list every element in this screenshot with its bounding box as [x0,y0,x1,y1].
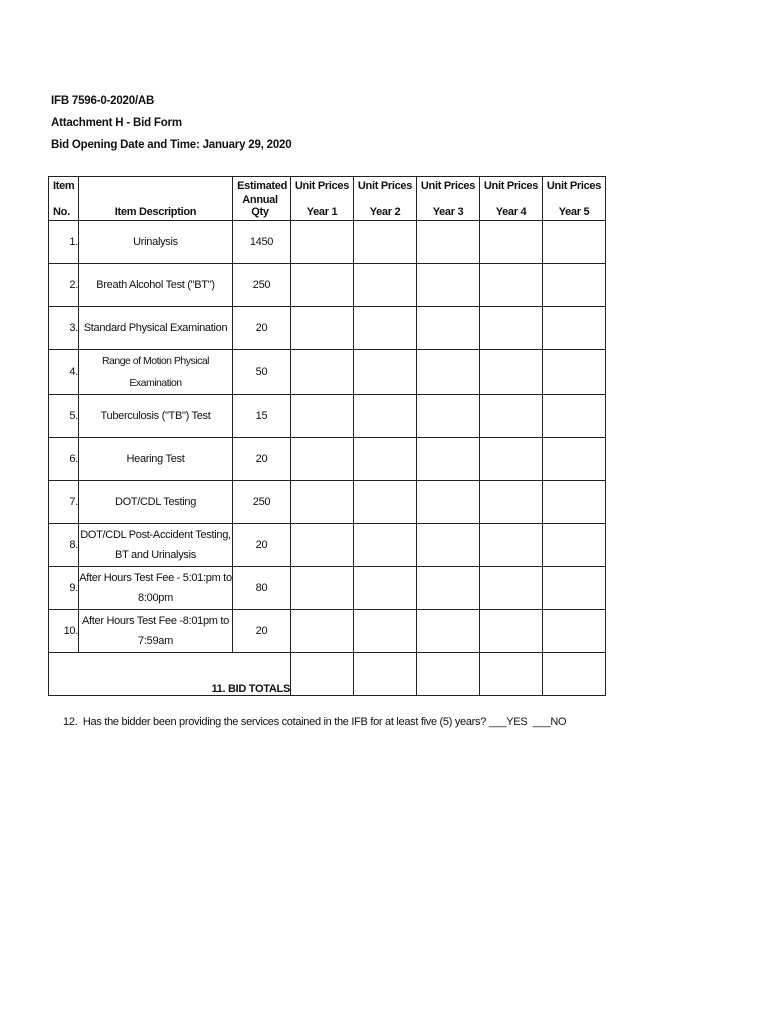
unit-prices-label: Unit Prices [294,179,350,192]
price-cell-year-2[interactable] [354,524,417,567]
table-row [49,481,606,524]
bid-form-table [48,176,606,696]
price-cell-year-1[interactable] [291,567,354,610]
qty-header-top: Estimated [237,179,287,192]
price-cell-year-2[interactable] [354,438,417,481]
price-cell-year-1[interactable] [291,610,354,653]
item-header-bottom: No. [53,205,70,218]
ifb-number: IFB 7596-0-2020/AB [51,95,155,107]
price-cell-year-4[interactable] [480,395,543,438]
item-description: Breath Alcohol Test ("BT") [79,264,233,307]
annual-qty: 20 [233,610,291,653]
item-number: 10. [49,610,79,653]
price-cell-year-2[interactable] [354,395,417,438]
price-cell-year-5[interactable] [543,350,606,395]
price-cell-year-4[interactable] [480,567,543,610]
item-description: Standard Physical Examination [79,307,233,350]
table-row [49,307,606,350]
price-cell-year-5[interactable] [543,264,606,307]
unit-price-year-1-header [291,177,354,221]
price-cell-year-5[interactable] [543,395,606,438]
price-cell-year-4[interactable] [480,610,543,653]
price-cell-year-5[interactable] [543,524,606,567]
price-cell-year-3[interactable] [417,438,480,481]
price-cell-year-2[interactable] [354,221,417,264]
annual-qty: 20 [233,307,291,350]
price-cell-year-4[interactable] [480,307,543,350]
item-number: 1. [49,221,79,264]
price-cell-year-1[interactable] [291,307,354,350]
table-row [49,438,606,481]
qty-header-bottom: Annual Qty [242,193,278,218]
year-label: Year 4 [495,205,527,218]
item-description: DOT/CDL Post-Accident Testing, BT and Urinalysis [79,524,233,567]
item-number: 9. [49,567,79,610]
item-description: DOT/CDL Testing [79,481,233,524]
item-number: 3. [49,307,79,350]
price-cell-year-2[interactable] [354,307,417,350]
item-description: Range of Motion Physical Examination [79,350,233,395]
total-cell-year-2[interactable] [354,653,417,696]
annual-qty: 1450 [233,221,291,264]
price-cell-year-4[interactable] [480,350,543,395]
price-cell-year-1[interactable] [291,395,354,438]
unit-prices-label: Unit Prices [483,179,539,192]
total-cell-year-5[interactable] [543,653,606,696]
item-header-top: Item [53,179,75,192]
price-cell-year-3[interactable] [417,610,480,653]
table-row [49,567,606,610]
price-cell-year-4[interactable] [480,524,543,567]
unit-price-year-4-header [480,177,543,221]
attachment-title: Attachment H - Bid Form [51,117,182,129]
unit-prices-label: Unit Prices [546,179,602,192]
price-cell-year-1[interactable] [291,264,354,307]
price-cell-year-2[interactable] [354,567,417,610]
unit-prices-label: Unit Prices [420,179,476,192]
price-cell-year-1[interactable] [291,481,354,524]
item-description-label: Item Description [114,205,197,218]
item-description: Tuberculosis ("TB") Test [79,395,233,438]
price-cell-year-2[interactable] [354,264,417,307]
price-cell-year-4[interactable] [480,221,543,264]
year-label: Year 1 [306,205,338,218]
year-label: Year 5 [558,205,590,218]
bid-opening-date: Bid Opening Date and Time: January 29, 2020 [51,139,292,151]
unit-price-year-3-header [417,177,480,221]
price-cell-year-4[interactable] [480,481,543,524]
item-number: 4. [49,350,79,395]
unit-prices-label: Unit Prices [357,179,413,192]
item-number: 8. [49,524,79,567]
price-cell-year-5[interactable] [543,610,606,653]
item-number: 6. [49,438,79,481]
table-row [49,350,606,395]
table-row [49,395,606,438]
annual-qty: 250 [233,481,291,524]
total-cell-year-3[interactable] [417,653,480,696]
price-cell-year-5[interactable] [543,481,606,524]
price-cell-year-1[interactable] [291,524,354,567]
annual-qty: 250 [233,264,291,307]
item-number: 2. [49,264,79,307]
table-row [49,610,606,653]
table-row [49,264,606,307]
price-cell-year-4[interactable] [480,264,543,307]
price-cell-year-4[interactable] [480,438,543,481]
annual-qty: 50 [233,350,291,395]
annual-qty: 20 [233,524,291,567]
price-cell-year-1[interactable] [291,438,354,481]
price-cell-year-2[interactable] [354,481,417,524]
item-no-header [49,177,79,221]
price-cell-year-3[interactable] [417,567,480,610]
item-description: Hearing Test [79,438,233,481]
price-cell-year-1[interactable] [291,221,354,264]
total-cell-year-4[interactable] [480,653,543,696]
price-cell-year-3[interactable] [417,307,480,350]
unit-price-year-5-header [543,177,606,221]
year-label: Year 2 [369,205,401,218]
table-row [49,524,606,567]
price-cell-year-3[interactable] [417,395,480,438]
price-cell-year-5[interactable] [543,567,606,610]
price-cell-year-3[interactable] [417,221,480,264]
table-header-row [49,177,606,221]
unit-price-year-2-header [354,177,417,221]
experience-question: 12. Has the bidder been providing the services cotained in the IFB for at least five (5) years? ___YES ___NO [63,716,567,728]
price-cell-year-1[interactable] [291,350,354,395]
price-cell-year-3[interactable] [417,481,480,524]
price-cell-year-5[interactable] [543,438,606,481]
price-cell-year-3[interactable] [417,524,480,567]
year-label: Year 3 [432,205,464,218]
item-number: 7. [49,481,79,524]
item-description-header [79,177,233,221]
price-cell-year-5[interactable] [543,221,606,264]
item-description: Urinalysis [79,221,233,264]
bid-totals-row [49,653,606,696]
price-cell-year-3[interactable] [417,264,480,307]
total-cell-year-1[interactable] [291,653,354,696]
annual-qty: 15 [233,395,291,438]
bid-totals-label: 11. BID TOTALS [49,653,291,696]
price-cell-year-2[interactable] [354,350,417,395]
annual-qty: 20 [233,438,291,481]
price-cell-year-3[interactable] [417,350,480,395]
item-description: After Hours Test Fee - 5:01:pm to 8:00pm [79,567,233,610]
annual-qty-header [233,177,291,221]
item-description: After Hours Test Fee -8:01pm to 7:59am [79,610,233,653]
price-cell-year-2[interactable] [354,610,417,653]
table-row [49,221,606,264]
price-cell-year-5[interactable] [543,307,606,350]
item-number: 5. [49,395,79,438]
annual-qty: 80 [233,567,291,610]
